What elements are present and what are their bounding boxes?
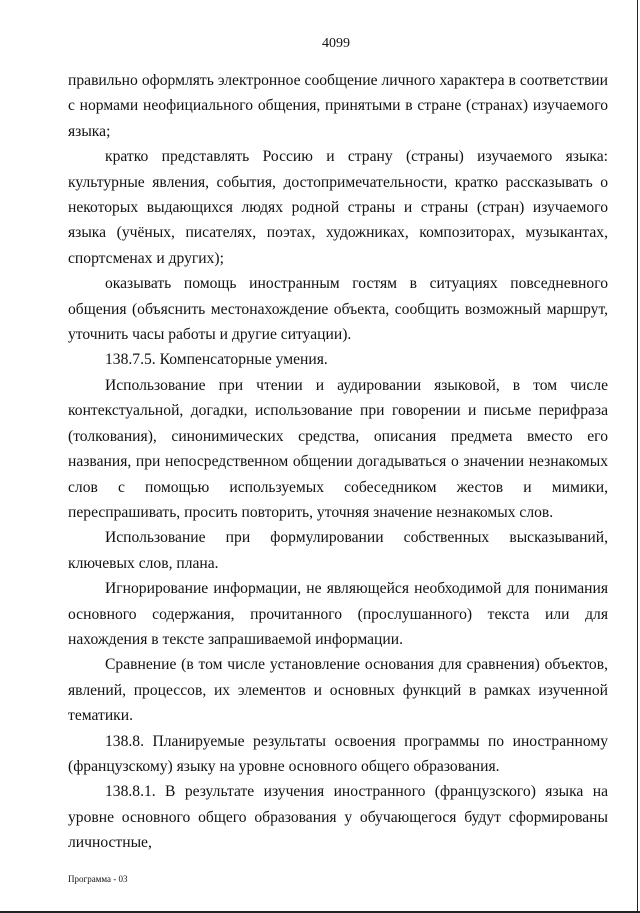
paragraph-10: 138.8.1. В результате изучения иностранного (французского) языка на уровне основного общего образования у обучающегося будут сформированы личностные, (68, 783, 608, 852)
paragraph-6: Использование при формулировании собственных высказываний, ключевых слов, плана. (68, 529, 608, 572)
paragraph-8: Сравнение (в том числе установление основания для сравнения) объектов, явлений, процессов, их элементов и основных функций в рамках изученной тематики. (68, 656, 608, 725)
section-heading-138-8: 138.8. Планируемые результаты освоения программы по иностранному (французскому) языку на уровне основного общего образования. (68, 732, 608, 775)
paragraph-3: оказывать помощь иностранным гостям в ситуациях повседневного общения (объяснить местонахождение объекта, сообщить возможный маршрут, уточнить часы работы и другие ситуации). (68, 275, 608, 344)
section-heading-138-7-5: 138.7.5. Компенсаторные умения. (105, 351, 328, 369)
page-number: 4099 (322, 36, 350, 51)
scan-edge-right (637, 0, 638, 913)
document-body (68, 68, 608, 856)
paragraph-1: правильно оформлять электронное сообщение личного характера в соответствии с нормами неофициального общения, принятыми в стране (странах) изучаемого языка; (68, 72, 608, 140)
paragraph-5: Использование при чтении и аудировании языковой, в том числе контекстуальной, догадки, использование при говорении и письме перифраза (толкования), синонимических средства, описания предмета вместо его названия, при непосредственном общении догадываться о значении незнакомых слов с помощью используемых собеседником жестов и мимики, переспрашивать, просить повторить, уточняя значение незнакомых слов. (68, 376, 608, 521)
footer-label: Программа - 03 (68, 874, 128, 884)
paragraph-2: кратко представлять Россию и страну (страны) изучаемого языка: культурные явления, события, достопримечательности, кратко рассказывать о некоторых выдающихся людях родной страны и страны (стран) изучаемого языка (учёных, писателях, поэтах, художниках, композиторах, музыкантах, спортсменах и других); (68, 148, 608, 267)
paragraph-7: Игнорирование информации, не являющейся необходимой для понимания основного содержания, прочитанного (прослушанного) текста или для нахождения в тексте запрашиваемой информации. (68, 580, 608, 648)
